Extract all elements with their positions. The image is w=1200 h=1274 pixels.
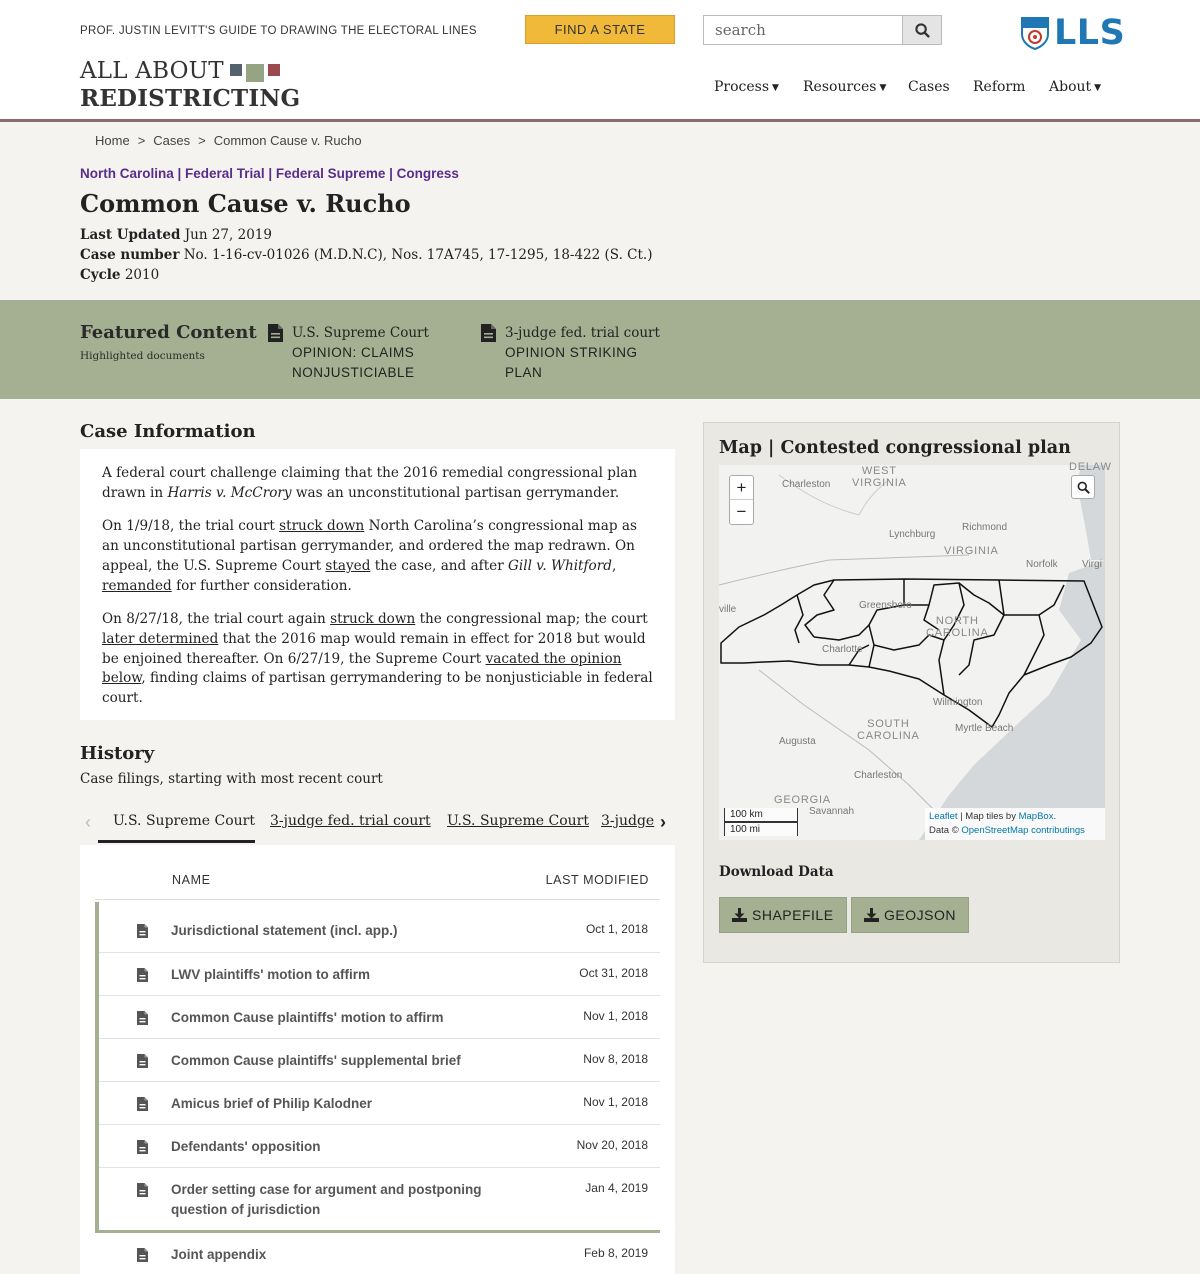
map-city-myrtle-beach: Myrtle Beach [955, 723, 1014, 734]
document-icon [136, 967, 149, 988]
vacated-opinion-link[interactable]: vacated the opinion below [102, 650, 622, 687]
column-header-name[interactable]: NAME [172, 873, 211, 887]
filing-date: Oct 31, 2018 [579, 966, 648, 980]
search-icon [915, 23, 930, 38]
table-row[interactable] [99, 1233, 660, 1274]
filing-name[interactable]: LWV plaintiffs' motion to affirm [171, 967, 370, 982]
map-label-virginia: VIRGINIA [944, 545, 999, 557]
download-geojson-button[interactable]: GEOJSON [851, 897, 969, 933]
case-information-box [80, 449, 675, 720]
case-history-paragraph-1: On 1/9/18, the trial court struck down North Carolina’s congressional map as an unconstitutional partisan gerrymander, and ordered the map redrawn. On appeal, the U.S. Supreme Court stayed the case, and after Gill v. Whitford, remanded for further consideration. [102, 518, 637, 594]
case-information-heading: Case Information [80, 421, 256, 442]
mapbox-link[interactable]: MapBox [1018, 811, 1054, 822]
site-logo-line1: ALL ABOUT [80, 58, 224, 84]
map-city-charleston-sc: Charleston [854, 770, 903, 781]
zoom-out-button[interactable]: − [736, 502, 747, 521]
filing-name[interactable]: Amicus brief of Philip Kalodner [171, 1096, 373, 1111]
map-label-georgia: GEORGIA [774, 794, 831, 806]
table-row[interactable] [99, 902, 660, 953]
nav-about[interactable]: About ▼ [1049, 79, 1102, 95]
document-icon [136, 923, 149, 944]
later-determined-link[interactable]: later determined [102, 630, 219, 647]
column-header-last-modified[interactable]: LAST MODIFIED [545, 873, 649, 887]
map-label-south-carolina: SOUTH CAROLINA [857, 718, 920, 742]
lls-logo-text: LLS [1054, 13, 1126, 53]
map-city-richmond: Richmond [962, 522, 1008, 533]
struck-down-again-link[interactable]: struck down [330, 611, 416, 628]
magnifier-icon [1077, 481, 1090, 494]
tab-trial-court-1[interactable]: 3-judge fed. trial court [270, 813, 431, 829]
stayed-link[interactable]: stayed [325, 557, 371, 574]
document-icon [136, 1053, 149, 1074]
breadcrumb-separator: > [198, 133, 206, 148]
district-map[interactable] [719, 461, 1112, 840]
breadcrumb-current: Common Cause v. Rucho [213, 133, 362, 148]
table-row[interactable] [99, 1168, 660, 1230]
filing-name[interactable]: Jurisdictional statement (incl. app.) [171, 923, 398, 938]
map-city-greensboro: Greensboro [859, 600, 912, 611]
search-button[interactable] [902, 15, 942, 45]
caret-down-icon: ▼ [879, 83, 887, 93]
map-city-lynchburg: Lynchburg [889, 529, 936, 540]
map-panel [703, 422, 1120, 963]
document-icon [136, 1247, 149, 1268]
map-city-charleston-wv: Charleston [782, 479, 831, 490]
filing-name[interactable]: Common Cause plaintiffs' supplemental brief [171, 1053, 461, 1068]
breadcrumb-home[interactable]: Home [95, 133, 130, 148]
filing-date: Feb 8, 2019 [583, 1246, 648, 1260]
map-search-button[interactable] [1071, 475, 1095, 499]
download-shapefile-button[interactable]: SHAPEFILE [719, 897, 847, 933]
filing-date: Jan 4, 2019 [585, 1181, 648, 1195]
table-row[interactable] [99, 953, 660, 996]
table-row[interactable] [99, 1125, 660, 1168]
site-tagline: PROF. JUSTIN LEVITT'S GUIDE TO DRAWING THE ELECTORAL LINES [80, 25, 477, 37]
history-heading: History [80, 743, 155, 764]
find-a-state-button[interactable]: FIND A STATE [525, 15, 675, 44]
map-title: Map | Contested congressional plan [719, 438, 1071, 458]
map-label-north-carolina: NORTH CAROLINA [926, 615, 989, 639]
map-label-delaware: DELAW [1069, 461, 1112, 473]
document-icon [136, 1182, 149, 1203]
logo-squares-icon [230, 64, 280, 82]
filing-name[interactable]: Joint appendix [171, 1247, 267, 1262]
filing-date: Nov 8, 2018 [583, 1052, 648, 1066]
map-city-charlotte: Charlotte [822, 644, 863, 655]
featured-title: Featured Content [80, 322, 257, 343]
map-city-savannah: Savannah [809, 806, 855, 817]
lls-logo[interactable] [1020, 13, 1125, 53]
case-summary-paragraph: A federal court challenge claiming that the 2016 remedial congressional plan drawn in Harris v. McCrory was an unconstitutional partisan gerrymander. [102, 465, 638, 501]
caret-down-icon: ▼ [1094, 83, 1102, 93]
zoom-in-button[interactable]: + [730, 476, 753, 500]
site-logo[interactable] [80, 58, 300, 112]
chevron-left-icon[interactable]: ‹ [85, 812, 91, 832]
breadcrumb [95, 133, 362, 148]
tab-us-supreme-court-1[interactable]: U.S. Supreme Court [113, 813, 255, 829]
remanded-link[interactable]: remanded [102, 577, 172, 594]
filing-date: Nov 1, 2018 [583, 1009, 648, 1023]
table-row[interactable] [99, 996, 660, 1039]
last-updated: Last Updated Jun 27, 2019 [80, 227, 272, 243]
filings-rows [80, 845, 675, 1274]
history-subtitle: Case filings, starting with most recent court [80, 771, 383, 787]
filing-date: Oct 1, 2018 [585, 922, 648, 936]
struck-down-link[interactable]: struck down [279, 518, 365, 535]
map-label-west-virginia: WEST VIRGINIA [852, 465, 907, 489]
nav-resources[interactable]: Resources ▼ [803, 79, 887, 95]
filing-name[interactable]: Defendants' opposition [171, 1139, 321, 1154]
openstreetmap-link[interactable]: OpenStreetMap contributings [961, 825, 1085, 836]
nav-cases[interactable]: Cases [908, 79, 950, 95]
map-city-augusta: Augusta [779, 736, 816, 747]
document-icon [480, 323, 497, 343]
page-title: Common Cause v. Rucho [80, 189, 411, 218]
map-city-wilmington: Wilmington [933, 697, 983, 708]
active-tab-indicator [98, 840, 255, 843]
featured-doc-supreme-opinion[interactable]: U.S. Supreme Court OPINION: CLAIMS NONJUSTICIABLE [267, 323, 429, 383]
document-icon [136, 1096, 149, 1117]
breadcrumb-cases[interactable]: Cases [153, 133, 191, 148]
download-icon [864, 908, 879, 922]
filing-date: Nov 20, 2018 [576, 1138, 648, 1152]
download-icon [732, 908, 747, 922]
filing-name[interactable]: Order setting case for argument and postponing question of jurisdiction [171, 1182, 482, 1217]
nav-process[interactable]: Process ▼ [714, 79, 779, 95]
document-icon [136, 1139, 149, 1160]
chevron-right-icon[interactable]: › [660, 812, 666, 832]
map-city-virginia-beach: Virgi [1082, 559, 1102, 570]
download-data-label: Download Data [719, 864, 834, 880]
featured-subtitle: Highlighted documents [80, 350, 205, 362]
site-logo-line2: REDISTRICTING [80, 85, 301, 112]
shield-icon [1020, 16, 1050, 50]
cycle: Cycle 2010 [80, 267, 160, 283]
table-row[interactable] [99, 1039, 660, 1082]
case-history-paragraph-2: On 8/27/18, the trial court again struck down the congressional map; the court later determined that the 2016 map would remain in effect for 2018 but would be enjoined thereafter. On 6/27/19, the Supreme Court vacated the opinion below, finding claims of partisan gerrymandering to be nonjusticiable in federal court. [102, 611, 653, 707]
tab-trial-court-2[interactable]: 3-judge [601, 813, 655, 829]
caret-down-icon: ▼ [772, 83, 779, 93]
map-zoom-control [729, 475, 754, 525]
map-city-knoxville: ville [719, 604, 737, 615]
breadcrumb-separator: > [137, 133, 146, 148]
leaflet-link[interactable]: Leaflet [929, 811, 958, 822]
case-tags[interactable]: North Carolina | Federal Trial | Federal Supreme | Congress [80, 166, 459, 181]
document-icon [136, 1010, 149, 1031]
court-tabs [80, 800, 675, 844]
map-attribution: Leaflet | Map tiles by MapBox. Data © OpenStreetMap contributings [925, 808, 1105, 840]
filing-name[interactable]: Common Cause plaintiffs' motion to affirm [171, 1010, 444, 1025]
map-scale-bar: 100 km 100 mi [724, 808, 798, 836]
case-number: Case number No. 1-16-cv-01026 (M.D.N.C), Nos. 17A745, 17-1295, 18-422 (S. Ct.) [80, 247, 653, 263]
nav-reform[interactable]: Reform [973, 79, 1026, 95]
map-city-norfolk: Norfolk [1026, 559, 1058, 570]
search-input[interactable] [703, 15, 903, 45]
filing-date: Nov 1, 2018 [583, 1095, 648, 1109]
table-row[interactable] [99, 1082, 660, 1125]
featured-doc-trial-opinion[interactable]: 3-judge fed. trial court OPINION STRIKING PLAN [480, 323, 660, 383]
site-header [0, 0, 1200, 122]
document-icon [267, 323, 284, 343]
map-base-layer [719, 465, 1105, 840]
tab-us-supreme-court-2[interactable]: U.S. Supreme Court [447, 813, 589, 829]
